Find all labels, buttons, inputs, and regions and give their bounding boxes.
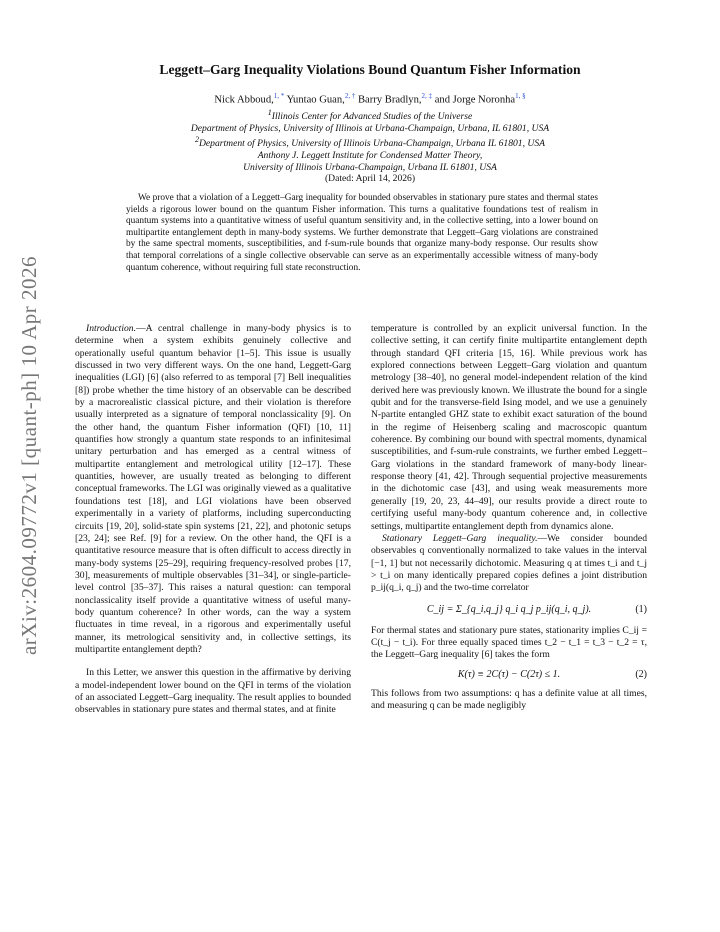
paragraph: For thermal states and stationary pure states, stationarity implies C_ij = C(t_j − t_i). For three equally spaced times t_2 − t_1 = t_3 − t_2 = τ, the Leggett–Garg inequality [6] takes the form — [371, 624, 647, 661]
affiliation-line: University of Illinois Urbana-Champaign, Urbana IL 61801, USA — [243, 161, 497, 173]
affiliation-line: Department of Physics, University of Illinois at Urbana-Champaign, Urbana, IL 61801, USA — [190, 122, 550, 134]
author-list — [70, 92, 670, 106]
equation-body: K(τ) ≡ 2C(τ) − C(2τ) ≤ 1. — [457, 668, 561, 680]
equation-number: (2) — [635, 668, 647, 680]
equation-2 — [371, 662, 647, 688]
section-paragraph — [371, 533, 647, 595]
paragraph-text: —A central challenge in many-body physics is to determine when a system exhibits genuinely collective and operationally useful quantum behavior [1–5]. This issue is usually discussed in two very different ways. On the one hand, Leggett-Garg inequalities (LGI) [6] (also referred to as temporal [7] Bell inequalities [8]) probe whether the time history of an observable can be described by a macrorealistic classical picture, and their violation is therefore usually interpreted as a signature of temporal nonclassicality [9]. On the other hand, the quantum Fisher information (QFI) [10, 11] quantifies how strongly a quantum state responds to an infinitesimal unitary perturbation and has emerged as a central witness of multipartite entanglement and metrological utility [12–17]. These quantities, however, are usually treated as belonging to different conceptual frameworks. The LGI was originally viewed as a qualitative foundations test [18], and LGI violations have been observed experimentally in a variety of platforms, including superconducting circuits [19, 20], solid-state spin systems [21, 22], and photonic setups [23, 24]; see Ref. [9] for a review. On the other hand, the QFI is a quantitative resource measure that is often difficult to access directly in many-body systems [25–29], requiring frequency-resolved probes [17, 30], measurements of multiple observables [31–34], or single-particle-level control [35–37]. This raises a natural question: can temporal nonclassicality itself provide a quantitative witness of useful many-body quantum coherence? In other words, can the way a system fluctuates in time reveal, in a rigorous and experimentally useful manner, its metrological sensitivity and, in collective settings, its multipartite entanglement depth? — [75, 323, 351, 655]
run-in-heading: Stationary Leggett–Garg inequality. — [382, 532, 538, 544]
date-line: (Dated: April 14, 2026) — [324, 173, 416, 185]
affiliation-line: Department of Physics, University of Illinois Urbana-Champaign, Urbana IL 61801, USA — [199, 138, 545, 150]
equation-body: C_ij = Σ_{q_i,q_j} q_i q_j p_ij(q_i, q_j). — [426, 603, 592, 615]
affiliation-line: Anthony J. Leggett Institute for Condensed Matter Theory, — [257, 150, 483, 162]
author-name: Nick Abboud, — [214, 94, 274, 106]
arxiv-watermark — [10, 245, 50, 665]
paragraph: In this Letter, we answer this question in the affirmative by deriving a model-independent lower bound on the QFI in terms of the violation of an associated Leggett–Garg inequality. The result applies to bounded observables in stationary pure states and thermal states, and at finite — [75, 667, 351, 716]
arxiv-identifier: arXiv:2604.09772v1 [quant-ph] 10 Apr 2026 — [17, 255, 42, 655]
author-name: Jorge Noronha — [452, 94, 516, 106]
paragraph: temperature is controlled by an explicit universal function. In the collective setting, it can certify finite multipartite entanglement depth through standard QFI criteria [15, 16]. While previous work has explored connections between Leggett–Garg violation and quantum metrology [38–40], no general model-independent relation of the kind derived here was previously known. We illustrate the bound for a single qubit and for the transverse-field Ising model, and we use a genuinely N-partite entangled GHZ state to exhibit exact saturation of the bound in the regime of Heisenberg scaling and macroscopic quantum coherence. By combining our bound with spectral moments, dynamical susceptibilities, and f-sum-rule constraints, we further embed Leggett–Garg violations in the standard framework of many-body linear-response theory [41, 42]. Through sequential projective measurements in the dichotomic case [43], and using weak measurements more generally [19, 20, 23, 44–49], our results provide a direct route to certifying useful many-body quantum coherence and, in collective settings, multipartite entanglement depth from dynamics alone. — [371, 323, 647, 532]
paper-title: Leggett–Garg Inequality Violations Bound Quantum Fisher Information — [159, 62, 581, 77]
author-marks: 1, § — [515, 92, 526, 100]
affiliations — [70, 107, 670, 185]
affiliation-mark: 1 — [267, 108, 272, 117]
paragraph-text: —We consider bounded observables q conventionally normalized to take values in the interval [−1, 1] but not necessarily dichotomic. Measuring q at times t_i and t_j > t_i on many identically prepared copies defines a joint distribution p_ij(q_i, q_j) and the two-time correlator — [371, 532, 647, 594]
affiliation-mark: 2 — [195, 135, 199, 145]
author-marks: 1, * — [273, 92, 285, 100]
equation-1 — [371, 595, 647, 625]
author-conjunction: and — [434, 94, 450, 106]
author-name: Yuntao Guan, — [286, 94, 345, 106]
equation-number: (1) — [635, 603, 647, 615]
paragraph: This follows from two assumptions: q has a definite value at all times, and measuring q can be made negligibly — [371, 687, 647, 711]
abstract: We prove that a violation of a Leggett–Garg inequality for bounded observables in stationary pure states and thermal states yields a rigorous lower bound on the quantum Fisher information. This turns a qualitative foundations test of realism in quantum systems into a quantitative witness of useful quantum sensitivity and, in the collective setting, into a lower bound on multipartite entanglement depth in many-body systems. We further demonstrate that Leggett–Garg violations are constrained by the same spectral moments, susceptibilities, and f-sum-rule bounds that organize many-body response. Our results show that temporal correlations of a single collective observable can serve as an experimentally accessible witness of many-body quantum coherence, without requiring full state reconstruction. — [126, 193, 598, 273]
author-marks: 2, † — [344, 92, 356, 100]
right-column — [371, 323, 647, 712]
run-in-heading: Introduction. — [86, 323, 137, 334]
intro-paragraph — [75, 323, 351, 656]
author-name: Barry Bradlyn, — [357, 94, 422, 106]
affiliation-line: Illinois Center for Advanced Studies of the Universe — [271, 111, 473, 123]
author-marks: 2, ‡ — [421, 92, 433, 100]
left-column — [75, 323, 351, 717]
